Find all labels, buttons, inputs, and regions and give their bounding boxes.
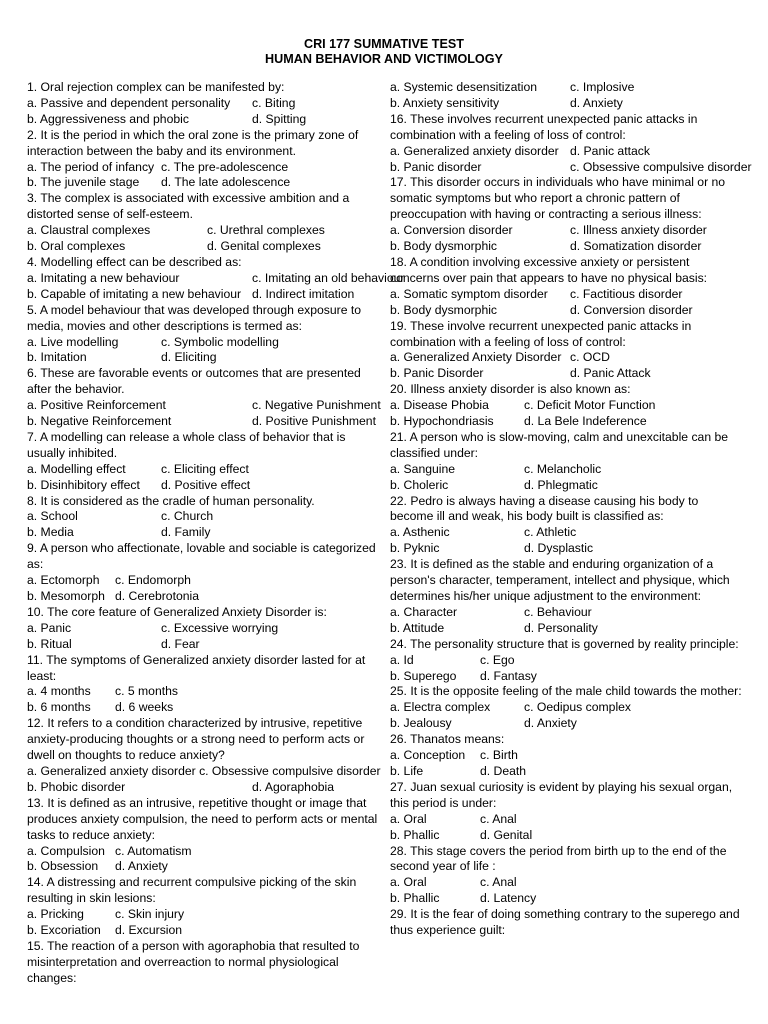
answer-option: b. Hypochondriasis	[390, 414, 494, 429]
answer-option: b. Obsession	[27, 859, 99, 874]
answer-option: d. La Bele Indeference	[524, 414, 647, 429]
answer-option: d. Positive effect	[161, 477, 251, 492]
answer-option: b. Media	[27, 525, 74, 540]
answer-option: d. Cerebrotonia	[115, 589, 200, 603]
answer-option: c. The pre-adolescence	[161, 159, 289, 174]
question-block	[27, 494, 379, 542]
question-text: 6. These are favorable events or outcomes that are presented after the behavior.	[27, 366, 361, 397]
question-text: 22. Pedro is always having a disease causing his body to become ill and weak, his body built is classified as:	[390, 493, 699, 524]
question-text: 3. The complex is associated with excessive ambition and a distorted sense of self-esteem.	[27, 191, 350, 222]
answer-options	[390, 398, 742, 430]
answer-option: a. Panic	[27, 620, 72, 635]
answer-option: c. Ego	[480, 652, 515, 667]
answer-option: a. Conception	[390, 748, 466, 763]
answer-option: a. Pricking	[27, 907, 84, 922]
answer-option: b. Panic disorder	[390, 159, 482, 174]
answer-option: a. Live modelling	[27, 334, 119, 349]
answer-option: a. Modelling effect	[27, 461, 126, 476]
question-text: 14. A distressing and recurrent compulsive picking of the skin resulting in skin lesions:	[27, 875, 357, 906]
answer-option: b. Body dysmorphic	[390, 239, 498, 254]
answer-option: c. Urethral complexes	[207, 223, 325, 238]
question-block	[27, 653, 379, 717]
answer-option: a. Claustral complexes	[27, 223, 151, 238]
answer-option: d. Fantasy	[480, 668, 537, 683]
answer-option: b. Anxiety sensitivity	[390, 95, 500, 110]
question-text: 12. It refers to a condition characterized by intrusive, repetitive anxiety-producing thoughts or a strong need to perform acts or dwell on thoughts to reduce anxiety?	[27, 716, 365, 763]
question-text: 2. It is the period in which the oral zone is the primary zone of interaction between the baby and its environment.	[27, 127, 359, 158]
answer-options	[27, 844, 379, 876]
answer-option: c. Church	[161, 509, 214, 524]
test-subtitle: HUMAN BEHAVIOR AND VICTIMOLOGY	[265, 52, 503, 66]
question-text: 20. Illness anxiety disorder is also known as:	[390, 382, 631, 397]
answer-option: a. Somatic symptom disorder	[390, 286, 548, 301]
answer-option: a. Oral	[390, 811, 427, 826]
question-text: 26. Thanatos means:	[390, 732, 505, 747]
question-block	[390, 255, 742, 319]
answer-option: b. Life	[390, 763, 424, 778]
answer-option	[252, 764, 379, 780]
answer-option: a. Generalized anxiety disorder	[390, 143, 559, 158]
answer-option: b. Negative Reinforcement	[27, 414, 172, 429]
answer-options	[390, 748, 742, 780]
question-block	[390, 80, 742, 112]
question-text: 9. A person who affectionate, lovable and sociable is categorized as:	[27, 541, 376, 572]
answer-option: d. Somatization disorder	[570, 239, 702, 254]
answer-options	[390, 653, 742, 685]
question-text: 28. This stage covers the period from birth up to the end of the second year of life :	[390, 843, 727, 874]
answer-option: a. 4 months	[27, 684, 91, 699]
question-block	[27, 605, 379, 653]
question-block	[390, 319, 742, 383]
answer-option: c. Oedipus complex	[524, 700, 632, 715]
answer-option: b. The juvenile stage	[27, 175, 140, 190]
answer-options	[27, 462, 379, 494]
answer-option: a. Generalized anxiety disorder c. Obsessive compulsive disorder	[27, 763, 381, 778]
answer-option: d. Positive Punishment	[252, 414, 376, 429]
question-text: 25. It is the opposite feeling of the male child towards the mother:	[390, 684, 742, 699]
answer-options	[390, 462, 742, 494]
answer-option: b. Body dysmorphic	[390, 302, 498, 317]
answer-option: c. Excessive worrying	[161, 620, 279, 635]
answer-option: d. Conversion disorder	[570, 302, 693, 317]
answer-options	[390, 287, 742, 319]
question-text: 17. This disorder occurs in individuals who have minimal or no somatic symptoms but who report a chronic pattern of preoccupation with having or contracting a serious illness:	[390, 175, 726, 222]
answer-option: d. Latency	[480, 891, 537, 906]
answer-option: d. Genital complexes	[207, 239, 321, 254]
answer-options	[27, 398, 379, 430]
answer-option: c. Implosive	[570, 80, 635, 94]
answer-option: d. Phlegmatic	[524, 477, 598, 492]
answer-options	[27, 223, 379, 255]
answer-option: a. Conversion disorder	[390, 223, 513, 238]
question-block	[390, 844, 742, 908]
answer-options	[27, 684, 379, 716]
question-text: 18. A condition involving excessive anxiety or persistent concerns over pain that appears to have no physical basis:	[390, 254, 708, 285]
question-block	[27, 875, 379, 939]
answer-option: a. The period of infancy	[27, 159, 155, 174]
answer-option: d. Anxiety	[570, 95, 623, 110]
answer-option: c. Biting	[252, 95, 296, 110]
answer-options	[27, 96, 379, 128]
answer-option: c. Behaviour	[524, 604, 592, 619]
answer-option: c. Obsessive compulsive disorder	[570, 159, 752, 174]
answer-option: b. Disinhibitory effect	[27, 477, 140, 492]
answer-option: d. Dysplastic	[524, 541, 594, 556]
answer-option: c. Birth	[480, 748, 518, 763]
answer-option: d. Personality	[524, 620, 598, 635]
answer-option: b. Phallic	[390, 827, 440, 842]
answer-option: b. Capable of imitating a new behaviour	[27, 286, 242, 301]
answer-option: c. 5 months	[115, 684, 178, 699]
answer-options	[390, 223, 742, 255]
question-block	[390, 557, 742, 637]
answer-option: c. Imitating an old behaviour	[252, 270, 405, 285]
answer-options	[27, 160, 379, 192]
question-text: 13. It is defined as an intrusive, repetitive thought or image that produces anxiety compulsion, the need to perform acts or mental tasks to reduce anxiety:	[27, 795, 378, 842]
answer-options	[27, 907, 379, 939]
answer-options	[390, 875, 742, 907]
answer-option: b. Oral complexes	[27, 239, 126, 254]
answer-option: a. Compulsion	[27, 843, 105, 858]
question-block	[390, 430, 742, 494]
question-block	[390, 732, 742, 780]
answer-option: b. Superego	[390, 668, 457, 683]
question-text: 24. The personality structure that is governed by reality principle:	[390, 636, 739, 651]
question-text: 8. It is considered as the cradle of human personality.	[27, 493, 315, 508]
question-block	[27, 796, 379, 876]
question-text: 23. It is defined as the stable and enduring organization of a person's character, temperament, intellect and physique, which determines his/her unique adjustment to the environment:	[390, 557, 730, 603]
question-block	[390, 494, 742, 558]
answer-option: d. Indirect imitation	[252, 286, 355, 301]
answer-option: a. Asthenic	[390, 525, 450, 540]
answer-option: c. Eliciting effect	[161, 461, 249, 476]
question-block	[27, 541, 379, 605]
answer-option: b. Phobic disorder	[27, 779, 126, 794]
answer-option: b. Mesomorph	[27, 589, 105, 603]
question-text: 10. The core feature of Generalized Anxiety Disorder is:	[27, 604, 327, 619]
question-text: 1. Oral rejection complex can be manifested by:	[27, 80, 285, 94]
answer-option: b. Choleric	[390, 477, 449, 492]
answer-options	[27, 509, 379, 541]
answer-option: b. 6 months	[27, 700, 91, 715]
answer-option: a. Electra complex	[390, 700, 491, 715]
answer-options	[390, 700, 742, 732]
question-text: 21. A person who is slow-moving, calm and unexcitable can be classified under:	[390, 429, 729, 460]
answer-option: d. Family	[161, 525, 211, 540]
test-title: CRI 177 SUMMATIVE TEST	[303, 37, 464, 51]
answer-option: b. Phallic	[390, 891, 440, 906]
question-block	[27, 939, 379, 987]
test-header	[0, 37, 768, 67]
answer-option: d. The late adolescence	[161, 175, 291, 190]
question-text: 27. Juan sexual curiosity is evident by playing his sexual organ, this period is under:	[390, 779, 733, 810]
question-text: 16. These involves recurrent unexpected panic attacks in combination with a feeling of loss of control:	[390, 111, 698, 142]
answer-option: a. School	[27, 509, 78, 524]
answer-option: b. Aggressiveness and phobic	[27, 111, 189, 126]
answer-option: a. Sanguine	[390, 461, 456, 476]
answer-option: c. Negative Punishment	[252, 398, 381, 413]
answer-options	[390, 605, 742, 637]
question-block	[390, 907, 742, 939]
question-block	[27, 430, 379, 494]
answer-option: d. Fear	[161, 636, 200, 651]
answer-options	[390, 812, 742, 844]
question-text: 19. These involve recurrent unexpected panic attacks in combination with a feeling of loss of control:	[390, 318, 692, 349]
question-block	[27, 303, 379, 367]
answer-option: c. Illness anxiety disorder	[570, 223, 707, 238]
question-text: 4. Modelling effect can be described as:	[27, 254, 242, 269]
answer-option: b. Pyknic	[390, 541, 440, 556]
question-block	[27, 716, 379, 796]
answer-option: c. Symbolic modelling	[161, 334, 279, 349]
answer-option: d. Anxiety	[115, 859, 168, 874]
answer-options	[27, 621, 379, 653]
answer-option: a. Character	[390, 604, 458, 619]
question-block	[390, 780, 742, 844]
question-block	[27, 254, 405, 303]
answer-option: c. Endomorph	[115, 573, 191, 588]
answer-option: a. Oral	[390, 875, 427, 890]
question-block	[27, 366, 379, 430]
answer-option: c. Factitious disorder	[570, 286, 683, 301]
question-text: 7. A modelling can release a whole class of behavior that is usually inhibited.	[27, 429, 346, 460]
answer-options	[27, 764, 379, 796]
answer-option: c. Anal	[480, 875, 517, 890]
answer-option: d. Genital	[480, 827, 533, 842]
answer-option: b. Jealousy	[390, 716, 452, 731]
question-text: 11. The symptoms of Generalized anxiety disorder lasted for at least:	[27, 652, 366, 683]
answer-option: c. Deficit Motor Function	[524, 398, 656, 413]
answer-option: d. Death	[480, 763, 527, 778]
answer-option: b. Excoriation	[27, 923, 101, 938]
answer-option: d. Eliciting	[161, 350, 217, 365]
answer-options	[27, 270, 405, 303]
answer-option: b. Panic Disorder	[390, 366, 484, 381]
answer-option: d. Anxiety	[524, 716, 577, 731]
answer-option: d. Spitting	[252, 111, 307, 126]
right-question-column	[390, 80, 752, 939]
answer-option: c. Anal	[480, 811, 517, 826]
answer-option: a. Disease Phobia	[390, 398, 489, 413]
question-block	[390, 175, 742, 255]
answer-option: a. Id	[390, 652, 414, 667]
answer-option: a. Positive Reinforcement	[27, 398, 166, 413]
answer-options	[27, 573, 379, 605]
question-block	[27, 128, 379, 192]
answer-option: c. Athletic	[524, 525, 577, 540]
answer-option: d. Panic Attack	[570, 366, 651, 381]
question-block	[27, 80, 379, 128]
answer-option: d. Excursion	[115, 923, 183, 938]
question-block	[390, 684, 742, 732]
answer-option: a. Systemic desensitization	[390, 80, 537, 94]
answer-option: b. Ritual	[27, 636, 72, 651]
question-block	[27, 191, 379, 255]
answer-option: d. Agoraphobia	[252, 779, 334, 794]
question-block	[390, 111, 752, 176]
answer-option: d. Panic attack	[570, 143, 650, 158]
answer-option: b. Attitude	[390, 620, 445, 635]
question-text: 15. The reaction of a person with agoraphobia that resulted to misinterpretation and overreaction to normal physiological changes:	[27, 938, 360, 985]
answer-options	[390, 350, 742, 382]
answer-option: a. Imitating a new behaviour	[27, 270, 180, 285]
answer-options	[390, 80, 742, 112]
answer-options	[390, 143, 752, 176]
answer-option: a. Ectomorph	[27, 573, 100, 588]
question-block	[390, 637, 742, 685]
answer-option: a. Generalized Anxiety Disorder	[390, 350, 562, 365]
answer-options	[27, 335, 379, 367]
answer-option: c. Skin injury	[115, 907, 185, 922]
question-text: 29. It is the fear of doing something contrary to the superego and thus experience guilt:	[390, 907, 740, 938]
answer-option: d. 6 weeks	[115, 700, 174, 715]
answer-option: b. Imitation	[27, 350, 87, 365]
question-block	[390, 382, 742, 430]
answer-option: a. Passive and dependent personality	[27, 95, 231, 110]
answer-option: c. Automatism	[115, 843, 192, 858]
question-text: 5. A model behaviour that was developed through exposure to media, movies and other descriptions is termed as:	[27, 302, 362, 333]
answer-option: c. OCD	[570, 350, 610, 365]
answer-options	[390, 525, 742, 557]
answer-option: c. Melancholic	[524, 461, 602, 476]
